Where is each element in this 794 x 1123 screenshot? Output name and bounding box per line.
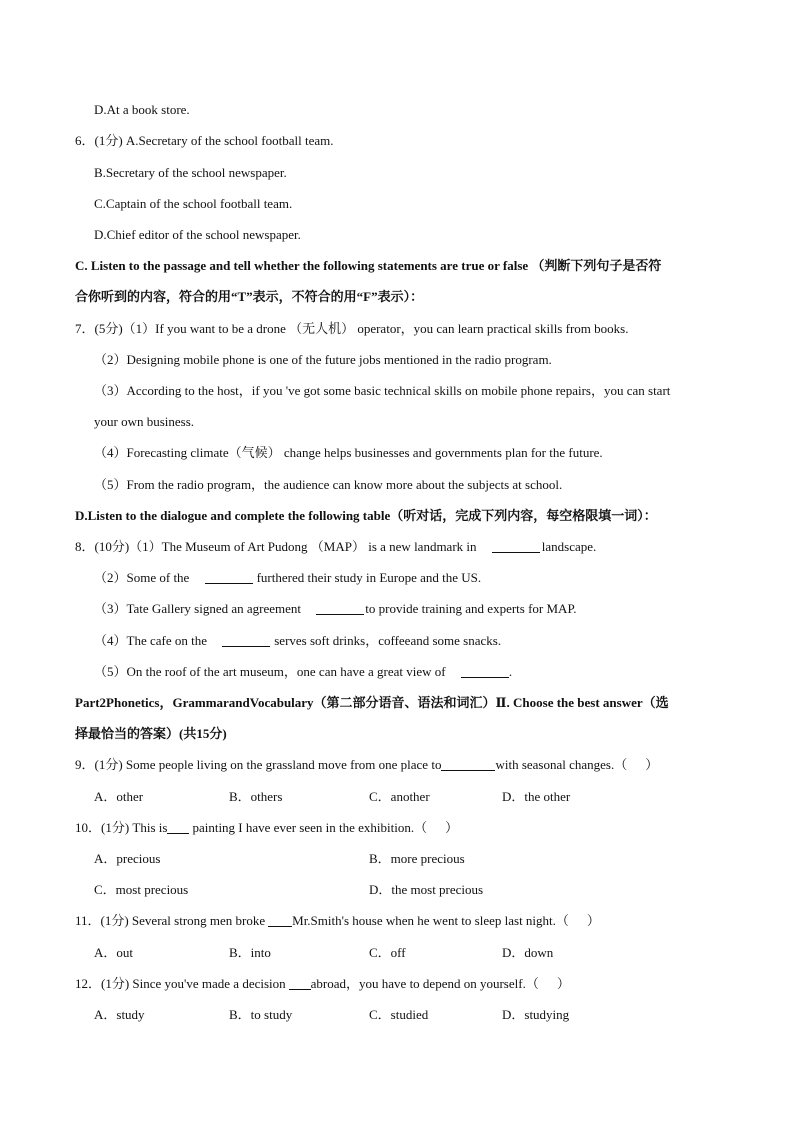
q6-option-d: D.Chief editor of the school newspaper. (94, 227, 301, 242)
q8-item-2-text: （2）Some of the (94, 570, 190, 585)
q12-close-paren: ） (556, 976, 570, 991)
q7-statement-2: （2）Designing mobile phone is one of the future jobs mentioned in the radio program. (94, 352, 552, 367)
q8-item-3 (94, 600, 576, 618)
q11-close-paren: ） (586, 913, 600, 928)
section-d-line-1: D.Listen to the dialogue and complete the following table（听对话，完成下列内容，每空格限填一词）： (75, 508, 657, 523)
q11-stem-text: 11．(1分) Several strong men broke (75, 913, 266, 928)
q11-stem-tail: Mr.Smith's house when he went to sleep last night.（ (292, 913, 569, 928)
q12-stem-text: 12．(1分) Since you've made a decision (75, 976, 286, 991)
q8-item-5 (94, 663, 512, 681)
q7-statement-1: 7．(5分)（1）If you want to be a drone （无人机） operator，you can learn practical skills from books. (75, 321, 629, 336)
q8-item-5-text: （5）On the roof of the art museum，one can have a great view of (94, 664, 446, 679)
q9-stem-text: 9．(1分) Some people living on the grassland move from one place to (75, 757, 442, 772)
q11-stem (75, 912, 600, 930)
section-c-line-1: C. Listen to the passage and tell whether the following statements are true or false （判断下列句子是否符 (75, 258, 662, 273)
section-c-line-2: 合你听到的内容，符合的用“T”表示，不符合的用“F”表示）： (75, 289, 424, 304)
q8-item-4-text: （4）The cafe on the (94, 633, 207, 648)
q7-statement-3: （3）According to the host，if you 've got some basic technical skills on mobile phone repairs，you can start (94, 383, 671, 398)
answer-blank[interactable] (167, 820, 189, 834)
answer-blank[interactable] (316, 601, 364, 615)
q10-stem (75, 819, 458, 837)
q9-stem (75, 756, 658, 774)
q11-option-c[interactable]: C．off (369, 945, 406, 960)
q8-item-4 (94, 632, 501, 650)
q9-close-paren: ） (645, 757, 659, 772)
answer-blank[interactable] (461, 664, 509, 678)
answer-blank[interactable] (205, 570, 253, 584)
q6-option-b: B.Secretary of the school newspaper. (94, 165, 287, 180)
q11-option-a[interactable]: A．out (94, 945, 134, 960)
q10-close-paren: ） (445, 820, 459, 835)
part-2-line-2: 择最恰当的答案）(共15分) (75, 726, 227, 741)
q9-option-b[interactable]: B．others (229, 789, 283, 804)
q5-option-d: D.At a book store. (94, 102, 190, 117)
answer-blank[interactable] (441, 757, 495, 771)
answer-blank[interactable] (492, 539, 540, 553)
q10-stem-text: 10．(1分) This is (75, 820, 168, 835)
q8-item-1-text: 8．(10分)（1）The Museum of Art Pudong （MAP） is a new landmark in (75, 539, 477, 554)
answer-blank[interactable] (268, 913, 292, 927)
q12-option-a[interactable]: A．study (94, 1007, 145, 1022)
answer-blank[interactable] (222, 633, 270, 647)
q12-option-b[interactable]: B．to study (229, 1007, 293, 1022)
q8-item-2 (94, 569, 481, 587)
q8-item-4-tail: serves soft drinks，coffeeand some snacks. (274, 633, 502, 648)
q10-option-a[interactable]: A．precious (94, 851, 161, 866)
q9-stem-tail: with seasonal changes.（ (495, 757, 628, 772)
answer-blank[interactable] (289, 976, 311, 990)
q7-statement-3-cont: your own business. (94, 414, 195, 429)
q8-item-3-tail: to provide training and experts for MAP. (365, 601, 577, 616)
q6-option-a: 6．(1分) A.Secretary of the school football team. (75, 133, 334, 148)
q12-stem-tail: abroad，you have to depend on yourself.（ (310, 976, 539, 991)
q8-item-3-text: （3）Tate Gallery signed an agreement (94, 601, 302, 616)
q10-stem-tail: painting I have ever seen in the exhibition.（ (192, 820, 428, 835)
q12-option-d[interactable]: D．studying (502, 1007, 570, 1022)
q12-option-c[interactable]: C．studied (369, 1007, 429, 1022)
q10-option-d[interactable]: D．the most precious (369, 882, 484, 897)
q11-option-d[interactable]: D．down (502, 945, 554, 960)
q9-option-d[interactable]: D．the other (502, 789, 571, 804)
q9-option-c[interactable]: C．another (369, 789, 430, 804)
q10-option-c[interactable]: C．most precious (94, 882, 189, 897)
q12-stem (75, 975, 570, 993)
q8-item-1 (75, 538, 596, 556)
q11-option-b[interactable]: B．into (229, 945, 271, 960)
q7-statement-5: （5）From the radio program，the audience can know more about the subjects at school. (94, 477, 563, 492)
q7-statement-4: （4）Forecasting climate（气候） change helps businesses and governments plan for the future. (94, 445, 603, 460)
q8-item-1-tail: landscape. (541, 539, 597, 554)
q8-item-5-tail: . (508, 664, 513, 679)
q8-item-2-tail: furthered their study in Europe and the US. (256, 570, 482, 585)
part-2-line-1: Part2Phonetics，GrammarandVocabulary（第二部分语音、语法和词汇）Ⅱ. Choose the best answer（选 (75, 695, 669, 710)
q9-option-a[interactable]: A．other (94, 789, 144, 804)
q10-option-b[interactable]: B．more precious (369, 851, 465, 866)
q6-option-c: C.Captain of the school football team. (94, 196, 293, 211)
